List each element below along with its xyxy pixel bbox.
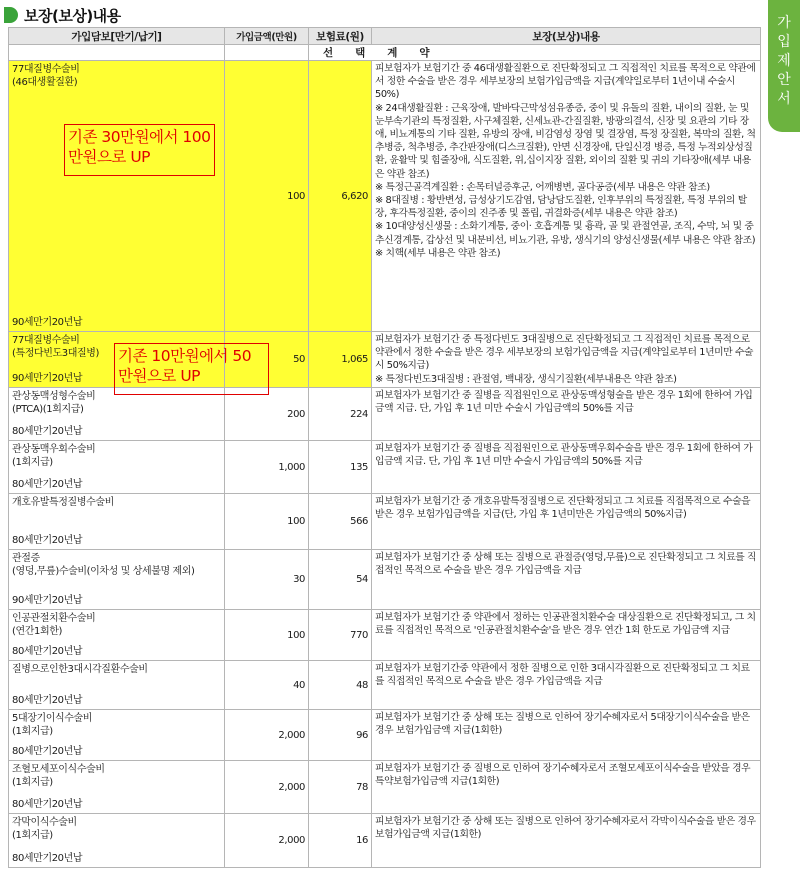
table-row: [9, 814, 761, 868]
header-premium: 보험료(원): [309, 28, 372, 45]
coverage-name-cell: [9, 494, 225, 550]
coverage-name: 77대질병수술비 (특정다빈도3대질병): [12, 335, 100, 359]
change-note-2: 기존 10만원에서 50만원으로 UP: [114, 343, 269, 395]
coverage-term: 80세만기20년납: [12, 695, 83, 706]
table-row: [9, 710, 761, 761]
header-coverage: 가입담보[만기/납기]: [9, 28, 225, 45]
side-tab-char: 안: [777, 72, 791, 88]
coverage-name: 조혈모세포이식수술비 (1회지급): [12, 764, 105, 788]
coverage-term: 80세만기20년납: [12, 746, 83, 757]
side-tab-char: 서: [777, 91, 791, 107]
coverage-term: 90세만기20년납: [12, 373, 83, 384]
section-header: [4, 4, 121, 26]
table-row: [9, 550, 761, 610]
coverage-name-cell: [9, 761, 225, 814]
coverage-premium: 770: [309, 610, 372, 661]
table-row: [9, 441, 761, 494]
coverage-description: 피보험자가 보험기간 중 질병을 직접원인으로 관상동맥우회수술을 받은 경우 1회에 한하여 가입금액 지급. 단, 가입 후 1년 미만 수술시 가입금액의 50%를 지급: [372, 441, 761, 494]
select-contract-row: [9, 45, 761, 61]
coverage-amount: 200: [225, 388, 309, 441]
coverage-term: 90세만기20년납: [12, 595, 83, 606]
coverage-premium: 96: [309, 710, 372, 761]
coverage-description: 피보험자가 보험기간 중 상해 또는 질병으로 인하여 장기수혜자로서 5대장기이식수술을 받은 경우 보험가입금액 지급(1회한): [372, 710, 761, 761]
coverage-description: 피보험자가 보험기간 중 개호유발특정질병으로 진단확정되고 그 치료를 직접목적으로 수술을 받은 경우 보험가입금액을 지급(단, 가입 후 1년미만은 가입금액의 50%지급): [372, 494, 761, 550]
coverage-name-cell: [9, 814, 225, 868]
side-tab[interactable]: [768, 0, 800, 132]
coverage-name: 관절증 (영덩,무릎)수술비(이차성 및 상세불명 제외): [12, 553, 195, 577]
coverage-description: 피보험자가 보험기간중 약관에서 정한 질병으로 인한 3대시각질환으로 진단확정되고 그 치료를 직접적인 목적으로 수술을 받은 경우 가입금액을 지급: [372, 661, 761, 710]
coverage-premium: 1,065: [309, 332, 372, 388]
coverage-amount: 40: [225, 661, 309, 710]
coverage-term: 90세만기20년납: [12, 317, 83, 328]
coverage-name: 관상동맥성형수술비 (PTCA)(1회지급): [12, 391, 96, 415]
header-description: 보장(보상)내용: [372, 28, 761, 45]
coverage-amount: 1,000: [225, 441, 309, 494]
coverage-name-cell: [9, 61, 225, 332]
section-title: 보장(보상)내용: [24, 6, 121, 25]
coverage-name: 77대질병수술비 (46대생활질환): [12, 64, 80, 88]
coverage-name-cell: [9, 550, 225, 610]
coverage-name-cell: [9, 710, 225, 761]
coverage-amount: 100: [225, 610, 309, 661]
coverage-name-cell: [9, 388, 225, 441]
coverage-description: 피보험자가 보험기간 중 질병을 직접원인으로 관상동맥성형술을 받은 경우 1회에 한하여 가입금액 지급. 단, 가입 후 1년 미만 수술시 가입금액의 50%를 지급: [372, 388, 761, 441]
change-note-1: 기존 30만원에서 100만원으로 UP: [64, 124, 215, 176]
table-row: [9, 494, 761, 550]
table-row: [9, 610, 761, 661]
coverage-term: 80세만기20년납: [12, 479, 83, 490]
table-row: [9, 661, 761, 710]
coverage-term: 80세만기20년납: [12, 853, 83, 864]
coverage-premium: 566: [309, 494, 372, 550]
coverage-premium: 48: [309, 661, 372, 710]
coverage-amount: 50: [225, 332, 309, 388]
coverage-premium: 16: [309, 814, 372, 868]
coverage-name: 질병으로인한3대시각질환수술비: [12, 664, 148, 675]
coverage-name-cell: [9, 610, 225, 661]
section-bullet-icon: [4, 7, 18, 23]
coverage-amount: 100: [225, 61, 309, 332]
coverage-name-cell: [9, 441, 225, 494]
coverage-amount: 2,000: [225, 814, 309, 868]
coverage-description: 피보험자가 보험기간 중 약관에서 정하는 인공관절치환수술 대상질환으로 진단확정되고, 그 치료를 직접적인 목적으로 '인공관절치환수술'을 받은 경우 연간 1회 한도로 가입금액 지급: [372, 610, 761, 661]
coverage-name: 관상동맥우회수술비 (1회지급): [12, 444, 96, 468]
coverage-term: 80세만기20년납: [12, 535, 83, 546]
side-tab-char: 입: [777, 34, 791, 50]
coverage-name: 개호유발특정질병수술비: [12, 497, 114, 508]
coverage-premium: 6,620: [309, 61, 372, 332]
select-contract-label: 선택계약: [309, 45, 761, 61]
coverage-amount: 2,000: [225, 710, 309, 761]
coverage-term: 80세만기20년납: [12, 426, 83, 437]
coverage-premium: 78: [309, 761, 372, 814]
coverage-name: 각막이식수술비 (1회지급): [12, 817, 77, 841]
coverage-description: 피보험자가 보험기간 중 질병으로 인하여 장기수혜자로서 조혈모세포이식수술을 받았을 경우 특약보험가입금액 지급(1회한): [372, 761, 761, 814]
coverage-description: 피보험자가 보험기간 중 상해 또는 질병으로 관절증(영덩,무릎)으로 진단확정되고 그 치료를 직접적인 목적으로 수술을 받은 경우 가입금액을 지급: [372, 550, 761, 610]
coverage-term: 80세만기20년납: [12, 799, 83, 810]
coverage-name-cell: [9, 661, 225, 710]
coverage-description: 피보험자가 보험기간 중 상해 또는 질병으로 인하여 장기수혜자로서 각막이식수술을 받은 경우 보험가입금액 지급(1회한): [372, 814, 761, 868]
coverage-term: 80세만기20년납: [12, 646, 83, 657]
side-tab-char: 제: [777, 53, 791, 69]
coverage-description: 피보험자가 보험기간 중 46대생활질환으로 진단확정되고 그 직접적인 치료를 목적으로 약관에서 정한 수술을 받은 경우 세부보장의 보험가입금액을 지급(계약일로부터 1년이내 수술시 50%) ※ 24대생활질환 : 근육장애, 발바닥근막성섬유종증, 중이 및 유돌의 질환, 내이의 질환, 눈 및 눈부속기관의 특정질환, 사구체질환, 신세뇨관-간질질환, 방광의결석, 신장 및 요관의 기타 장애, 비뇨계통의 기타 질환, 유방의 장애, 비감염성 장염 및 결장염, 특정 장질환, 복막의 질환, 척추병증, 척추병증, 추간판장애(디스크질환), 안면 신경장애, 단일신경 병증, 특정 누적외상성질환, 윤활막 및 힘줄장애, 식도질환, 위,십이지장 질환, 외이의 질환 및 귀의 기타장애(세부 내용은 약관 참조) ※ 특정근골격계질환 : 손목터널증후군, 어깨병변, 골다공증(세부 내용은 약관 참조) ※ 8대질병 : 황반변성, 급성상기도감염, 담낭담도질환, 인후부위의 특정질환, 특정 부위의 탈장, 후각특정질환, 중이의 진주종 및 폴립, 귀결화증(세부 내용은 약관 참조) ※ 10대양성신생물 : 소화기계통, 중이· 호흡계통 및 흉곽, 골 및 관절연골, 조직, 수막, 뇌 및 중추신경계통, 갑상선 및 내분비선, 비뇨기관, 유방, 생식기의 양성신생물(세부 내용은 약관 참조) ※ 치핵(세부 내용은 약관 참조): [372, 61, 761, 332]
coverage-amount: 30: [225, 550, 309, 610]
coverage-amount: 100: [225, 494, 309, 550]
coverage-premium: 54: [309, 550, 372, 610]
table-row: [9, 388, 761, 441]
header-amount: 가입금액(만원): [225, 28, 309, 45]
coverage-description: 피보험자가 보험기간 중 특정다빈도 3대질병으로 진단확정되고 그 직접적인 치료를 목적으로 약관에서 정한 수술을 받은 경우 세부보장의 보험가입금액을 지급(계약일로부터 1년미만 수술시 50%지급) ※ 특정다빈도3대질병 : 관절염, 백내장, 생식기질환(세부내용은 약관 참조): [372, 332, 761, 388]
coverage-name: 5대장기이식수술비 (1회지급): [12, 713, 93, 737]
table-header-row: [9, 28, 761, 45]
coverage-premium: 224: [309, 388, 372, 441]
coverage-amount: 2,000: [225, 761, 309, 814]
table-row: [9, 61, 761, 332]
side-tab-char: 가: [777, 15, 791, 31]
coverage-name: 인공관절치환수술비 (연간1회한): [12, 613, 96, 637]
coverage-premium: 135: [309, 441, 372, 494]
table-row: [9, 761, 761, 814]
